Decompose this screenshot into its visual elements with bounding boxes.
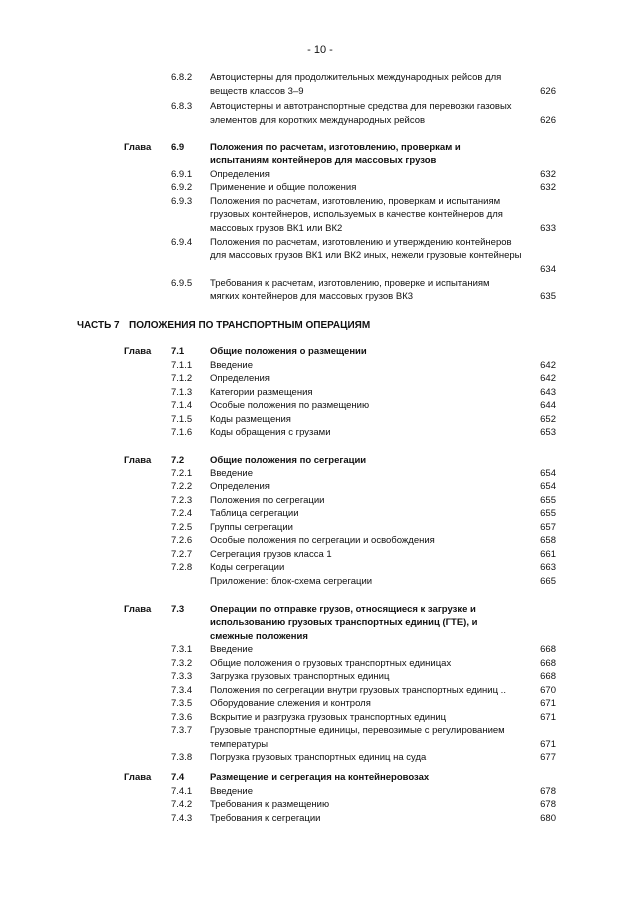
section-number: 7.1.3 (171, 387, 193, 398)
section-number: 6.9.1 (171, 169, 193, 180)
toc-line (0, 278, 640, 290)
entry-title: Вскрытие и разгрузка грузовых транспортных единиц (210, 712, 447, 723)
page-ref: 680 (540, 813, 556, 824)
toc-line (0, 400, 640, 412)
entry-title: Сегрегация грузов класса 1 (210, 549, 332, 560)
toc-line (0, 739, 640, 751)
entry-title: мягких контейнеров для массовых грузов ВК3 (210, 291, 414, 302)
entry-title: Введение (210, 360, 254, 371)
entry-title: Определения (210, 169, 270, 180)
toc-line (0, 250, 640, 262)
entry-title: Требования к размещению (210, 799, 330, 810)
chapter-label: Глава (124, 772, 152, 783)
section-number: 7.3.8 (171, 752, 193, 763)
entry-title: массовых грузов ВК1 или ВК2 (210, 223, 343, 234)
entry-title: Определения (210, 373, 270, 384)
page-ref: 678 (540, 799, 556, 810)
toc-line (0, 522, 640, 534)
toc-line (0, 72, 640, 84)
section-number: 7.2.4 (171, 508, 193, 519)
section-number: 7.1.1 (171, 360, 193, 371)
toc-line (0, 752, 640, 764)
page-ref: 642 (540, 360, 556, 371)
page-ref: 671 (540, 698, 556, 709)
entry-title: Грузовые транспортные единицы, перевозимые с регулированием (210, 725, 505, 736)
chapter-title: использованию грузовых транспортных единиц (ГТЕ), и (210, 617, 478, 628)
page-ref: 657 (540, 522, 556, 533)
section-number: 7.2 (171, 455, 185, 466)
toc-line (0, 658, 640, 670)
page-ref: 668 (540, 658, 556, 669)
entry-title: Коды сегрегации (210, 562, 285, 573)
toc-line (0, 427, 640, 439)
entry-title: Категории размещения (210, 387, 313, 398)
section-number: 6.9.5 (171, 278, 193, 289)
toc-line (0, 604, 640, 616)
toc-line (0, 671, 640, 683)
page-ref: 644 (540, 400, 556, 411)
entry-title: Положения по сегрегации (210, 495, 325, 506)
toc-line (0, 786, 640, 798)
toc-line (0, 495, 640, 507)
entry-title: Автоцистерны для продолжительных международных рейсов для (210, 72, 502, 83)
section-number: 6.9.2 (171, 182, 193, 193)
toc-line (0, 549, 640, 561)
entry-title: Автоцистерны и автотранспортные средства для перевозки газовых (210, 101, 512, 112)
toc-line (0, 155, 640, 167)
page-ref: 655 (540, 508, 556, 519)
toc-line (0, 562, 640, 574)
toc-line (0, 237, 640, 249)
section-number: 7.1 (171, 346, 185, 357)
entry-title: Группы сегрегации (210, 522, 293, 533)
entry-title: Требования к расчетам, изготовлению, проверке и испытаниям (210, 278, 490, 289)
toc-line (0, 481, 640, 493)
entry-title: Положения по расчетам, изготовлению, проверкам и испытаниям (210, 196, 501, 207)
section-number: 7.4 (171, 772, 185, 783)
chapter-label: Глава (124, 142, 152, 153)
section-number: 7.3.3 (171, 671, 193, 682)
page-ref: 626 (540, 86, 556, 97)
section-number: 6.9 (171, 142, 185, 153)
section-number: 6.9.4 (171, 237, 193, 248)
toc-line (0, 115, 640, 127)
page-ref: 677 (540, 752, 556, 763)
section-number: 7.4.2 (171, 799, 193, 810)
toc-line (0, 223, 640, 235)
section-number: 7.2.3 (171, 495, 193, 506)
page-ref: 671 (540, 739, 556, 750)
section-number: 7.1.2 (171, 373, 193, 384)
entry-title: Коды обращения с грузами (210, 427, 331, 438)
section-number: 6.8.2 (171, 72, 193, 83)
page-ref: 665 (540, 576, 556, 587)
section-number: 7.4.1 (171, 786, 193, 797)
page-ref: 678 (540, 786, 556, 797)
chapter-label: Глава (124, 346, 152, 357)
section-number: 7.1.5 (171, 414, 193, 425)
page-ref: 632 (540, 169, 556, 180)
toc-line (0, 360, 640, 372)
page-ref: 655 (540, 495, 556, 506)
section-number: 7.3.7 (171, 725, 193, 736)
toc-line (0, 196, 640, 208)
chapter-title: смежные положения (210, 631, 308, 642)
section-number: 7.1.6 (171, 427, 193, 438)
toc-line (0, 813, 640, 825)
section-number: 7.3 (171, 604, 185, 615)
entry-title: Таблица сегрегации (210, 508, 299, 519)
chapter-title: Общие положения по сегрегации (210, 455, 367, 466)
entry-title: элементов для коротких международных рейсов (210, 115, 426, 126)
toc-line (0, 508, 640, 520)
toc-line (0, 617, 640, 629)
entry-title: Введение (210, 786, 254, 797)
page-ref: 654 (540, 468, 556, 479)
entry-title: Общие положения о грузовых транспортных единицах (210, 658, 452, 669)
section-number: 7.3.1 (171, 644, 193, 655)
entry-title: грузовых контейнеров, используемых в качестве контейнеров для (210, 209, 503, 220)
part-title: ПОЛОЖЕНИЯ ПО ТРАНСПОРТНЫМ ОПЕРАЦИЯМ (129, 320, 371, 331)
toc-line (0, 86, 640, 98)
section-number: 7.3.6 (171, 712, 193, 723)
toc-line (0, 468, 640, 480)
page-ref: 658 (540, 535, 556, 546)
chapter-title: Операции по отправке грузов, относящиеся к загрузке и (210, 604, 476, 615)
entry-title: Оборудование слежения и контроля (210, 698, 371, 709)
section-number: 7.2.8 (171, 562, 193, 573)
page-ref: 670 (540, 685, 556, 696)
section-number: 7.2.2 (171, 481, 193, 492)
page-ref: 668 (540, 644, 556, 655)
entry-title: Определения (210, 481, 270, 492)
page-ref: 671 (540, 712, 556, 723)
part-label: ЧАСТЬ 7 (77, 320, 120, 331)
entry-title: Введение (210, 644, 254, 655)
toc-line (0, 631, 640, 643)
entry-title: Особые положения по размещению (210, 400, 370, 411)
toc-line (0, 644, 640, 656)
chapter-label: Глава (124, 604, 152, 615)
section-number: 6.9.3 (171, 196, 193, 207)
page-ref: 643 (540, 387, 556, 398)
toc-line (0, 169, 640, 181)
toc-line (0, 414, 640, 426)
page-ref: 663 (540, 562, 556, 573)
page-ref: 668 (540, 671, 556, 682)
entry-title: Приложение: блок-схема сегрегации (210, 576, 373, 587)
entry-title: Применение и общие положения (210, 182, 357, 193)
toc-line (0, 712, 640, 724)
page-ref: 634 (540, 264, 556, 275)
toc-line (0, 535, 640, 547)
entry-title: Погрузка грузовых транспортных единиц на суда (210, 752, 427, 763)
section-number: 7.2.6 (171, 535, 193, 546)
section-number: 7.2.5 (171, 522, 193, 533)
entry-title: для массовых грузов ВК1 или ВК2 иных, нежели грузовые контейнеры (210, 250, 522, 261)
page-ref: 653 (540, 427, 556, 438)
section-number: 7.2.1 (171, 468, 193, 479)
page-ref: 652 (540, 414, 556, 425)
page-ref: 635 (540, 291, 556, 302)
toc-line (0, 725, 640, 737)
chapter-title: Размещение и сегрегация на контейнеровозах (210, 772, 430, 783)
toc-line (0, 264, 640, 276)
section-number: 7.3.4 (171, 685, 193, 696)
toc-line (0, 387, 640, 399)
section-number: 6.8.3 (171, 101, 193, 112)
toc-line (0, 209, 640, 221)
page-number: - 10 - (307, 44, 333, 56)
toc-line (0, 346, 640, 358)
entry-title: веществ классов 3–9 (210, 86, 304, 97)
entry-title: Коды размещения (210, 414, 291, 425)
toc-line (0, 101, 640, 113)
entry-title: Особые положения по сегрегации и освобождения (210, 535, 435, 546)
section-number: 7.1.4 (171, 400, 193, 411)
toc-line (0, 576, 640, 588)
toc-line (0, 455, 640, 467)
entry-title: Положения по расчетам, изготовлению и утверждению контейнеров (210, 237, 512, 248)
page-ref: 654 (540, 481, 556, 492)
page-ref: 632 (540, 182, 556, 193)
page-ref: 642 (540, 373, 556, 384)
page-ref: 661 (540, 549, 556, 560)
entry-title: Положения по сегрегации внутри грузовых транспортных единиц .. (210, 685, 506, 696)
entry-title: Требования к сегрегации (210, 813, 321, 824)
chapter-title: испытаниям контейнеров для массовых грузов (210, 155, 437, 166)
toc-line (0, 685, 640, 697)
toc-line (0, 182, 640, 194)
toc-line (0, 291, 640, 303)
page-ref: 633 (540, 223, 556, 234)
page-ref: 626 (540, 115, 556, 126)
toc-line (0, 698, 640, 710)
toc-line (0, 142, 640, 154)
section-number: 7.3.5 (171, 698, 193, 709)
chapter-title: Общие положения о размещении (210, 346, 367, 357)
toc-line (0, 373, 640, 385)
toc-line (0, 799, 640, 811)
entry-title: Загрузка грузовых транспортных единиц (210, 671, 390, 682)
entry-title: температуры (210, 739, 269, 750)
part-heading (77, 320, 371, 331)
section-number: 7.2.7 (171, 549, 193, 560)
section-number: 7.4.3 (171, 813, 193, 824)
chapter-title: Положения по расчетам, изготовлению, проверкам и (210, 142, 461, 153)
section-number: 7.3.2 (171, 658, 193, 669)
entry-title: Введение (210, 468, 254, 479)
chapter-label: Глава (124, 455, 152, 466)
toc-line (0, 772, 640, 784)
